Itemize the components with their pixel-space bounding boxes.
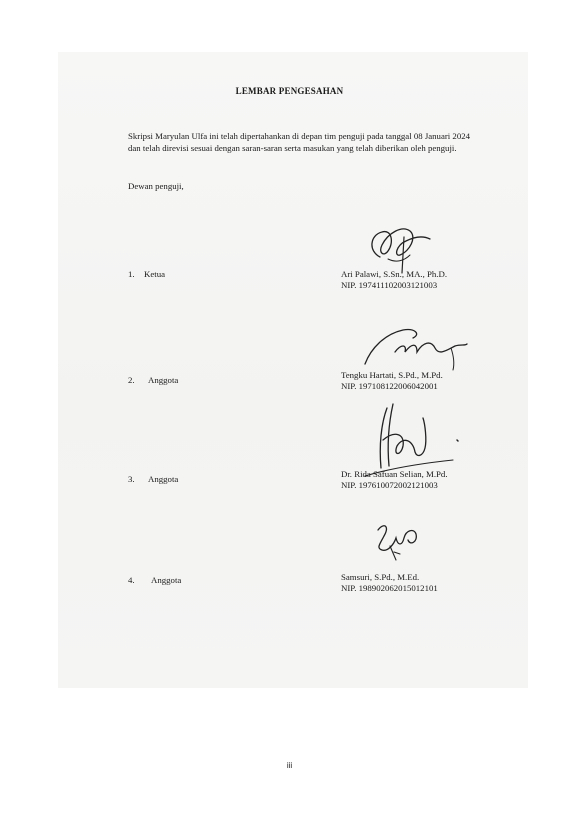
examiner-4-nip: NIP. 198902062015012101 xyxy=(341,583,438,593)
examiner-2-role xyxy=(128,375,178,385)
examiner-4-name: Samsuri, S.Pd., M.Ed. xyxy=(341,572,420,582)
examiner-2-nip: NIP. 197108122006042001 xyxy=(341,381,438,391)
examiner-2-number: 2. xyxy=(128,375,135,385)
signature-examiner-4 xyxy=(368,516,428,566)
signature-examiner-2 xyxy=(355,322,475,372)
examiner-3-role-label: Anggota xyxy=(148,474,179,484)
page-title: LEMBAR PENGESAHAN xyxy=(235,86,344,96)
examiner-3-number: 3. xyxy=(128,474,135,484)
examiner-4-role-label: Anggota xyxy=(151,575,182,585)
examiner-4-number: 4. xyxy=(128,575,135,585)
page-number: iii xyxy=(286,761,293,770)
examiner-2-details xyxy=(341,370,443,392)
examiner-2-name: Tengku Hartati, S.Pd., M.Pd. xyxy=(341,370,443,380)
examiner-3-name: Dr. Rida Safuan Selian, M.Pd. xyxy=(341,469,448,479)
examiner-2-role-label: Anggota xyxy=(148,375,179,385)
examiner-1-role xyxy=(128,269,165,279)
examiner-3-details xyxy=(341,469,448,491)
examiner-1-role-label: Ketua xyxy=(144,269,166,279)
examiner-board-label: Dewan penguji, xyxy=(128,181,184,191)
examiner-4-details xyxy=(341,572,438,594)
examiner-1-name: Ari Palawi, S.Sn., MA., Ph.D. xyxy=(341,269,448,279)
examiner-3-role xyxy=(128,474,178,484)
examiner-1-details xyxy=(341,269,447,291)
examiner-1-nip: NIP. 197411102003121003 xyxy=(341,280,438,290)
signature-examiner-1 xyxy=(360,215,445,275)
examiner-1-number: 1. xyxy=(128,269,135,279)
examiner-3-nip: NIP. 197610072002121003 xyxy=(341,480,438,490)
approval-paragraph: Skripsi Maryulan Ulfa ini telah dipertahankan di depan tim penguji pada tanggal 08 Januari 2024 dan telah direvisi sesuai dengan saran-saran serta masukan yang telah diberikan oleh penguji. xyxy=(128,131,471,154)
examiner-4-role xyxy=(128,575,181,585)
